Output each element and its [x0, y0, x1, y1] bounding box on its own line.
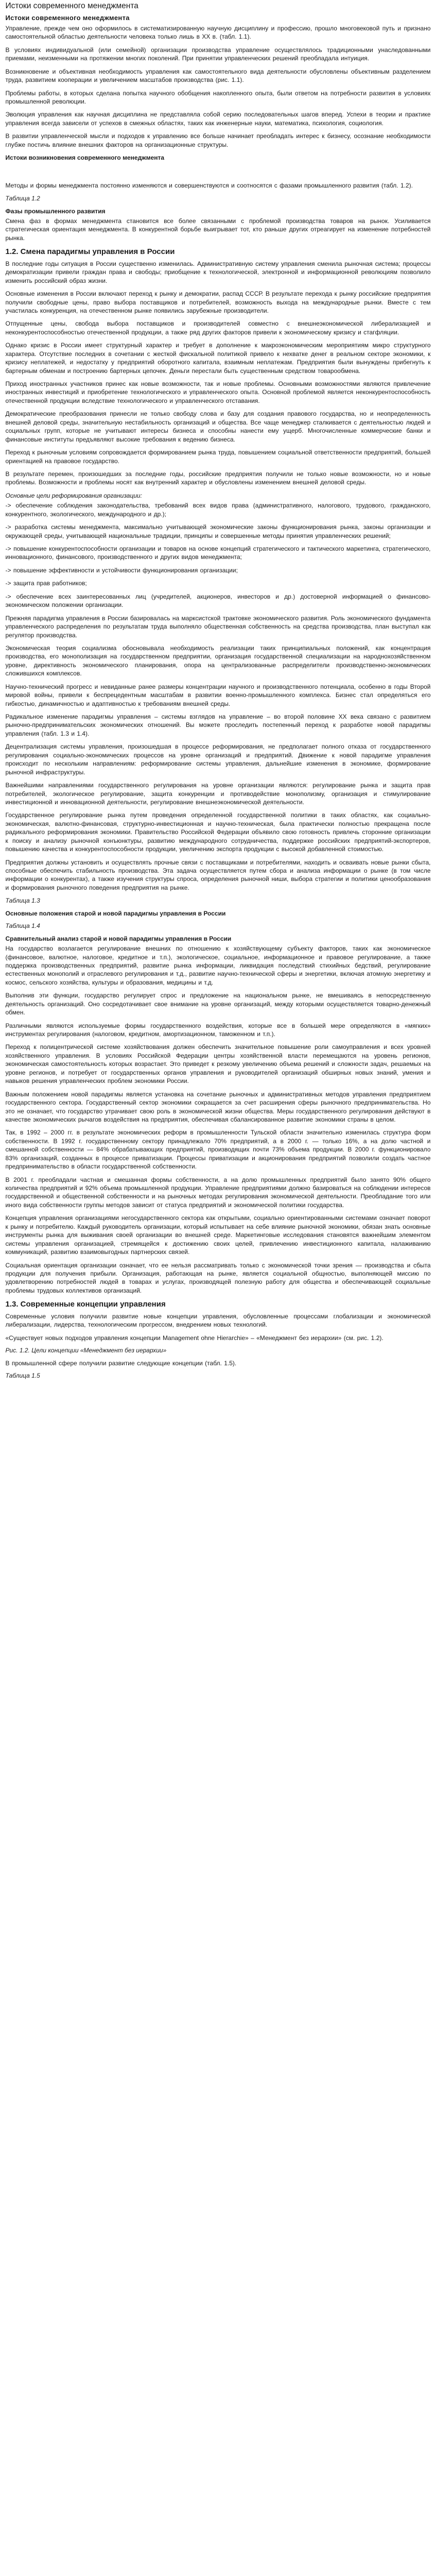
- paragraph: В результате перемен, произошедших за последние годы, российские предприятия получили не только новые возможности, но и новые проблемы. Возможности и проблемы носят как внутренний характер и обусловлены изменением внешней деловой среды.: [5, 470, 431, 486]
- paragraph: В последние годы ситуация в России существенно изменилась. Административную систему управления сменила рыночная система; процессы демократизации привели граждан права и свободы; приобщение к технологической, электронной и информационной революциям позволило изменить российский образ жизни.: [5, 260, 431, 284]
- paragraph: Проблемы работы, в которых сделана попытка научного обобщения накопленного опыта, были ответом на потребности развития в условиях промышленной революции.: [5, 89, 431, 105]
- list-label: Основные цели реформирования организации:: [5, 492, 142, 499]
- table-caption: Таблица 1.3: [5, 897, 40, 905]
- figure-caption: Рис. 1.2. Цели концепции «Менеджмент без иерархии»: [5, 1347, 167, 1354]
- table-caption: Таблица 1.4: [5, 922, 40, 930]
- paragraph: «Существует новых подходов управления концепции Management ohne Hierarchie» – «Менеджмент без иерархии» (см. рис. 1.2).: [5, 1334, 383, 1342]
- paragraph: Так, в 1992 – 2000 гг. в результате экономических реформ в промышленности Тульской области значительно изменилась структура форм собственности. В 1992 г. государственному сектору принадлежало 70% предприятий, а в 2000 г. — только 16%, а на долю частной и смешанной собственности — 84% обрабатывающих предприятий, производящих почти 73% объема продукции. В 2000 г. функционировало 83% организаций, созданных в процессе приватизации. Процессы приватизации и акционирования предприятий позволили создать частное предпринимательство в области государственной собственности.: [5, 1129, 431, 1171]
- table-title: Фазы промышленного развития: [5, 207, 106, 215]
- section-heading-modern: 1.3. Современные концепции управления: [5, 1300, 166, 1309]
- paragraph: В развитии управленческой мысли и подходов к управлению все больше начинает преобладать интерес к бизнесу, осознание необходимости глубже постичь влияние внешних факторов на организационные структуры.: [5, 132, 431, 148]
- paragraph: Прежняя парадигма управления в России базировалась на марксистской трактовке экономического развития. Роль экономического фундамента управленческого распределения по результатам труда выполняло общественная собственность на средства производства, план выступал как регулятор производства.: [5, 614, 431, 639]
- table-caption: Таблица 1.5: [5, 1372, 40, 1380]
- list-item: -> защита прав работников;: [5, 580, 87, 587]
- paragraph: Выполнив эти функции, государство регулирует спрос и предложение на национальном рынке, не вмешиваясь в непосредственную деятельность организаций. Оно сосредотачивает свое внимание на уровне организаций, между которыми осуществляется товарно-денежный обмен.: [5, 992, 431, 1016]
- table-title: Основные положения старой и новой парадигмы управления в России: [5, 909, 226, 917]
- paragraph: В условиях индивидуальной (или семейной) организации производства управление осуществлялось традиционными унаследованными приемами, неизменными на протяжении многих поколений. При принятии управленческих решений преобладала интуиция.: [5, 46, 431, 62]
- paragraph: Смена фаз в формах менеджмента становится все более связанными с проблемой производства товаров на рынок. Усиливается стратегическая ориентация менеджмента. В конкурентной борьбе выигрывает тот, кто раньше других отреагирует на изменение потребностей рынка.: [5, 217, 431, 242]
- section-heading-sources: Истоки современного менеджмента: [5, 14, 130, 22]
- paragraph: Экономическая теория социализма обосновывала необходимость реализации таких принципиальных положений, как концентрация производства, его монополизация на государственном предприятии, организация государственной специализации на народнохозяйственном уровне, директивность экономического планирования, опора на централизованные распределители производственно-экономических сложившихся комплексов.: [5, 644, 431, 677]
- paragraph: Управление, прежде чем оно оформилось в систематизированную научную дисциплину и профессию, прошло многовековой путь и признано самостоятельной областью деятельности человека только лишь в XX в. (табл. 1.1).: [5, 24, 431, 41]
- paragraph: В промышленной сфере получили развитие следующие концепции (табл. 1.5).: [5, 1359, 237, 1367]
- list-item: -> повышение эффективности и устойчивости функционирования организации;: [5, 566, 238, 574]
- paragraph: Концепция управления организациями негосударственного сектора как открытыми, социально ориентированными системами означает поворот к рынку и потребителю. Каждый руководитель организации, который испытывает на себе влияние рыночной экономики, обязан знать основные инструменты рынка для выживания своей организации во внешней среде. Маркетинговые исследования становятся важнейшим элементом системы управления организацией, стремящейся к достижению своих целей, привлечению инвестиционного капитала, налаживанию коммуникаций, развитию взаимовыгодных партнерских связей.: [5, 1214, 431, 1256]
- paragraph: Важным положением новой парадигмы является установка на сочетание рыночных и административных методов управления предприятием государственного сектора. Государственный сектор экономики сокращается за счет расширения сферы рыночного предпринимательства. Но это не означает, что государство утрачивает свою роль в экономической жизни общества. Меры государственного регулирования действуют в качестве экономических рычагов воздействия на предприятия, обеспечивая сбалансированное развитие экономики страны в целом.: [5, 1090, 431, 1123]
- section-heading-paradigm: 1.2. Смена парадигмы управления в России: [5, 247, 175, 257]
- figure-placeholder: [6, 164, 431, 181]
- paragraph: Демократические преобразования принесли не только свободу слова и базу для создания правового государства, но и неопределенность внешней деловой среды, значительную нестабильность организаций и общества. Все чаще менеджер сталкивается с деятельностью людей и социальных групп, которые не учитывают интересы бизнеса и способны нанести ему ущерб. Многочисленные коммерческие банки и финансовые институты предъявляют высокие требования к ведению бизнеса.: [5, 410, 431, 443]
- paragraph: Предприятия должны установить и осуществлять прочные связи с поставщиками и потребителями, находить и осваивать новые рынки сбыта, способные обеспечить стабильность производства. Эта задача осуществляется путем сбора и анализа информации о рынке (в том числе информации о конкурентах), а также изучения структуры спроса, определения рыночной ниши, выбора стратегии и политики ценообразования и формирования рыночного поведения предприятия на рынке.: [5, 858, 431, 891]
- paragraph: Основные изменения в России включают переход к рынку и демократии, распад СССР. В результате перехода к рынку российские предприятия получили свободные цены, право выбора поставщиков и потребителей, возможность выхода на международные рынки. Вместе с тем участилась конкуренция, на отечественном рынке появились зарубежные производители.: [5, 290, 431, 314]
- paragraph: Радикальное изменение парадигмы управления – системы взглядов на управление – во второй половине XX века связано с развитием рыночно-предпринимательских экономических отношений. Вы можете проследить постепенный переход к разработке новой парадигмы управления (табл. 1.3 и 1.4).: [5, 713, 431, 737]
- paragraph: Отпущенные цены, свобода выбора поставщиков и производителей совместно с внешнеэкономической либерализацией и неконкурентоспособностью отечественной продукции, а также ряд других факторов привели к экономическому кризису и стагфляции.: [5, 320, 431, 336]
- table-caption: Таблица 1.2: [5, 195, 40, 202]
- table-title: Сравнительный анализ старой и новой парадигмы управления в России: [5, 935, 232, 942]
- paragraph: Эволюция управления как научная дисциплина не представляла собой серию последовательных шагов вперед. Успехи в теории и практике управления всегда зависели от успехов в смежных областях, таких как инженерные науки, математика, психология, социология.: [5, 111, 431, 127]
- list-item: -> разработка системы менеджмента, максимально учитывающей экономические законы функционирования рынка, законы организации и окружающей среды, учитывающей национальные традиции, принципы и совершенные методы принятия управленческих решений;: [5, 523, 431, 539]
- list-item: -> обеспечение соблюдения законодательства, требований всех видов права (административного, налогового, трудового, гражданского, конкурентного, экологического, международного и др.);: [5, 502, 431, 518]
- document: [6, 0, 431, 1394]
- list-item: -> повышение конкурентоспособности организации и товаров на основе концепций стратегического и тактического маркетинга, стратегического, инновационного, финансового, производственного и других видов менеджмента;: [5, 545, 431, 561]
- paragraph: Государственное регулирование рынка путем проведения определенной государственной политики в таких областях, как социально-экономическая, валютно-финансовая, структурно-инвестиционная и научно-техническая, была практически полностью прекращена после радикального реформирования экономики. Правительство Российской Федерации объявило свою готовность привлечь сторонние организации к поиску и анализу рыночной конъюнктуры, развитию международного сотрудничества, поддержке российских предприятий-экспортеров, повышению качества и конкурентоспособности продукции, увеличению экспорта продукции с высокой добавленной стоимостью.: [5, 811, 431, 853]
- paragraph: Современные условия получили развитие новые концепции управления, обусловленные процессами глобализации и экономической либерализации, лидерства, технологическим прогрессом, внедрением новых технологий.: [5, 1312, 431, 1329]
- paragraph: Социальная ориентация организации означает, что ее нельзя рассматривать только с экономической точки зрения — производства и сбыта продукции для получения прибыли. Организация, работающая на рынке, является социальной общностью, выполняющей миссию по удовлетворению потребностей людей в товарах и услугах, производящей полезную работу для общества и обеспечивающей социальные проблемы трудовых коллективов организаций.: [5, 1261, 431, 1294]
- paragraph: Приход иностранных участников принес как новые возможности, так и новые проблемы. Основными возможностями являются привлечение иностранных инвестиций и приобретение технологического и управленческого опыта. Основной проблемой является неконкурентоспособность отечественной продукции вследствие технологического и управленческого отставания.: [5, 380, 431, 404]
- page-title: Истоки современного менеджмента: [5, 2, 138, 10]
- paragraph: На государство возлагается регулирование внешних по отношению к хозяйствующему субъекту факторов, таких как экономическое (финансовое, валютное, налоговое, кредитное и т.п.), экологическое, социальное, информационное и правовое регулирование, а также поддержка производственных предприятий, развитие рынка информации, ликвидация последствий стихийных бедствий, регулирование естественных монополий и отраслевого регулирования и т.д., развитие научно-технической сферы и энергетики, включая атомную энергетику и космос, сельского хозяйства, культуры и образования, медицины и т.д.: [5, 945, 431, 986]
- paragraph: Важнейшими направлениями государственного регулирования на уровне организации являются: регулирование рынка и защита прав потребителей, экологическое регулирование, защита конкуренции и противодействие монополизму, организация и стимулирование инвестиционной и инновационной деятельности, регулирование внешнеэкономической деятельности.: [5, 782, 431, 806]
- paragraph: В 2001 г. преобладали частная и смешанная формы собственности, а на долю промышленных предприятий было занято 90% общего количества предприятий и 92% объема промышленной продукции. Управление предприятиями должно базироваться на соблюдении интересов государственной и общественной собственности и на рыночных методах регулирования экономической деятельности. Преобладание того или иного вида собственности группы методов зависит от статуса предприятий и экономической политики государства.: [5, 1176, 431, 1209]
- section-heading-origins: Истоки возникновения современного менеджмента: [5, 154, 165, 162]
- list-item: -> обеспечение всех заинтересованных лиц (учредителей, акционеров, инвесторов и др.) достоверной информацией о финансово-экономическом положении организации.: [5, 592, 431, 609]
- paragraph: Возникновение и объективная необходимость управления как самостоятельного вида деятельности обусловлены объективным разделением труда, развитием кооперации и увеличением масштабов производства (рис. 1.1).: [5, 67, 431, 84]
- paragraph: Переход к рыночным условиям сопровождается формированием рынка труда, повышением социальной ответственности предприятий, большей ориентацией на правовое государство.: [5, 449, 431, 465]
- paragraph: Однако кризис в России имеет структурный характер и требует в дополнение к макроэкономическим мероприятиям микро структурного характера. Отсутствие последних в сочетании с жесткой фискальной политикой привело к нехватке денег в реальном секторе экономики, к кризису неплатежей, и недостатку у предприятий оборотного капитала, взаимным неплатежам. Предприятия были вынуждены прибегнуть к бартерным обменам и построению бартерных цепочек. Деньги перестали быть существенным средством товарообмена.: [5, 342, 431, 375]
- paragraph: Децентрализация системы управления, произошедшая в процессе реформирования, не предполагает полного отказа от государственного регулирования социально-экономических процессов на уровне организаций и предприятий. Движение к новой парадигме управления происходит по нескольким направлениям: реформирование системы управления, дальнейшие изменения в экономике, формирование рыночной инфраструктуры.: [5, 743, 431, 776]
- paragraph: Различными являются используемые формы государственного воздействия, которые все в большей мере определяются в «мягких» инструментах регулирования (налоговом, кредитном, амортизационном, таможенном и т.п.).: [5, 1022, 431, 1038]
- paragraph: Методы и формы менеджмента постоянно изменяются и совершенствуются и соотносятся с фазами промышленного развития (табл. 1.2).: [5, 181, 413, 189]
- paragraph: Научно-технический прогресс и невиданные ранее размеры концентрации научного и производственного потенциала, особенно в годы Второй мировой войны, привели к беспрецедентным масштабам в развитии военно-промышленного комплекса. Бизнес стал определяться его гибкостью, динамичностью и адаптивностью к требованиям внешней среды.: [5, 683, 431, 707]
- paragraph: Переход к полицентрической системе хозяйствования должен обеспечить значительное повышение роли самоуправления и всех уровней хозяйственного управления. В условиях Российской Федерации центры хозяйственной власти перемещаются на уровень регионов, экономическая самостоятельность которых возрастает. Это приведет к резкому увеличению объема решений и сложности задач, решаемых на уровне регионов, и потребует от государственных органов управления и руководителей организаций обширных новых знаний, умения и навыков решения управленческих проблем экономики России.: [5, 1043, 431, 1085]
